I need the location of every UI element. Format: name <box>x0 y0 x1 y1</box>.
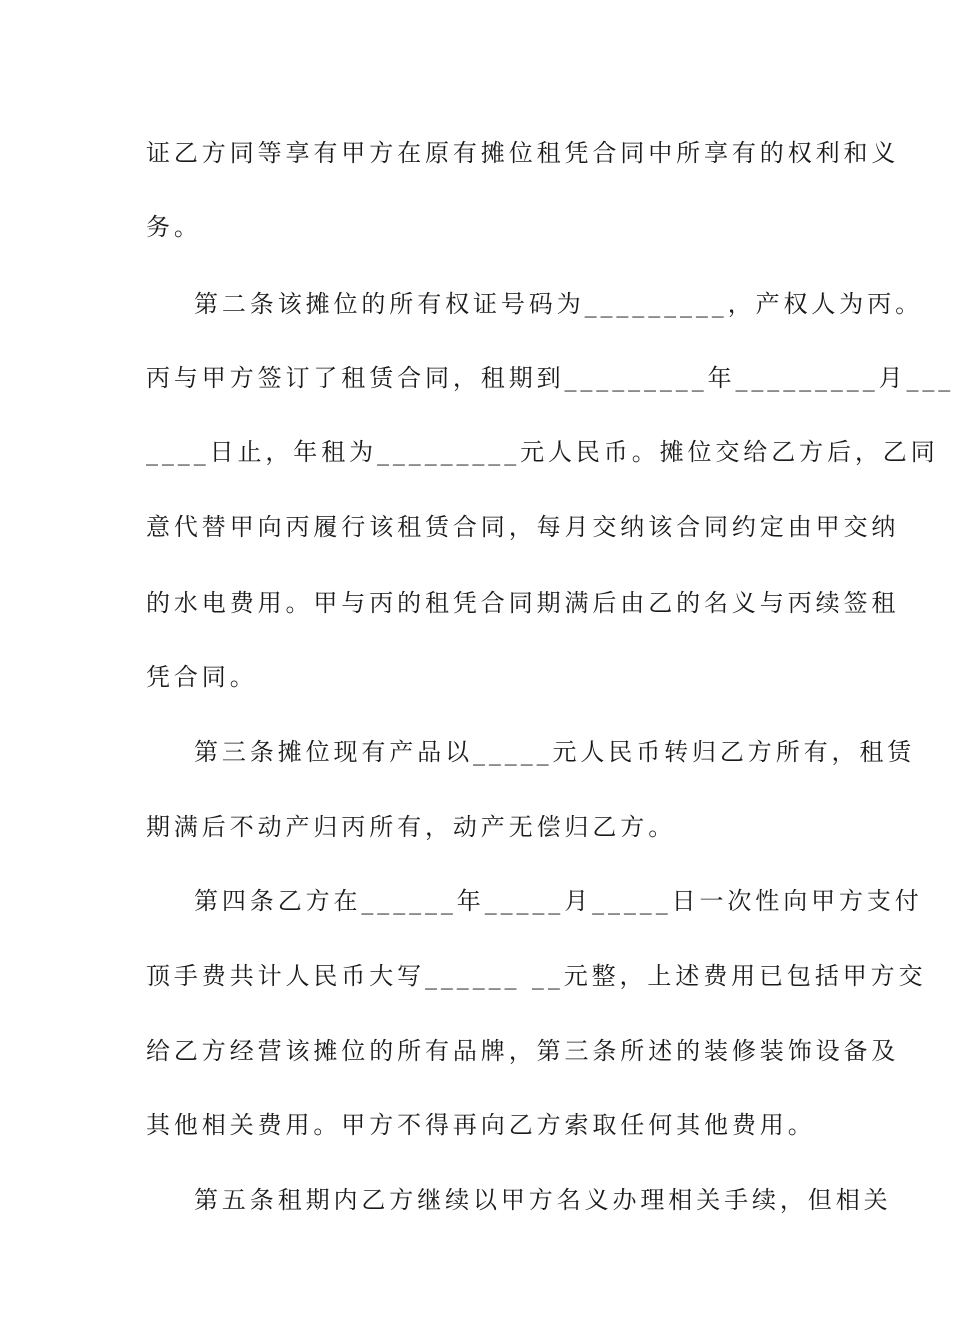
text-line: 证乙方同等享有甲方在原有摊位租凭合同中所享有的权利和义 <box>146 139 900 167</box>
text-line: 的水电费用。甲与丙的租凭合同期满后由乙的名义与丙续签租 <box>146 589 900 617</box>
paragraph-start-article-4: 第四条乙方在______年_____月_____日一次性向甲方支付 <box>194 887 923 915</box>
text-line: 给乙方经营该摊位的所有品牌，第三条所述的装修装饰设备及 <box>146 1037 900 1065</box>
paragraph-start-article-3: 第三条摊位现有产品以_____元人民币转归乙方所有，租赁 <box>194 738 916 766</box>
text-line: 其他相关费用。甲方不得再向乙方索取任何其他费用。 <box>146 1111 816 1139</box>
paragraph-start-article-5: 第五条租期内乙方继续以甲方名义办理相关手续，但相关 <box>194 1186 892 1214</box>
text-line: 务。 <box>146 213 202 241</box>
text-line: 意代替甲向丙履行该租赁合同，每月交纳该合同约定由甲交纳 <box>146 513 900 541</box>
text-line: 期满后不动产归丙所有，动产无偿归乙方。 <box>146 813 677 841</box>
paragraph-start-article-2: 第二条该摊位的所有权证号码为_________，产权人为丙。 <box>194 290 923 318</box>
text-line: ____日止，年租为_________元人民币。摊位交给乙方后，乙同 <box>146 438 939 466</box>
text-line: 丙与甲方签订了租赁合同，租期到_________年_________月___ <box>146 364 954 392</box>
text-line: 凭合同。 <box>146 663 258 691</box>
text-line: 顶手费共计人民币大写______ __元整，上述费用已包括甲方交 <box>146 962 927 990</box>
